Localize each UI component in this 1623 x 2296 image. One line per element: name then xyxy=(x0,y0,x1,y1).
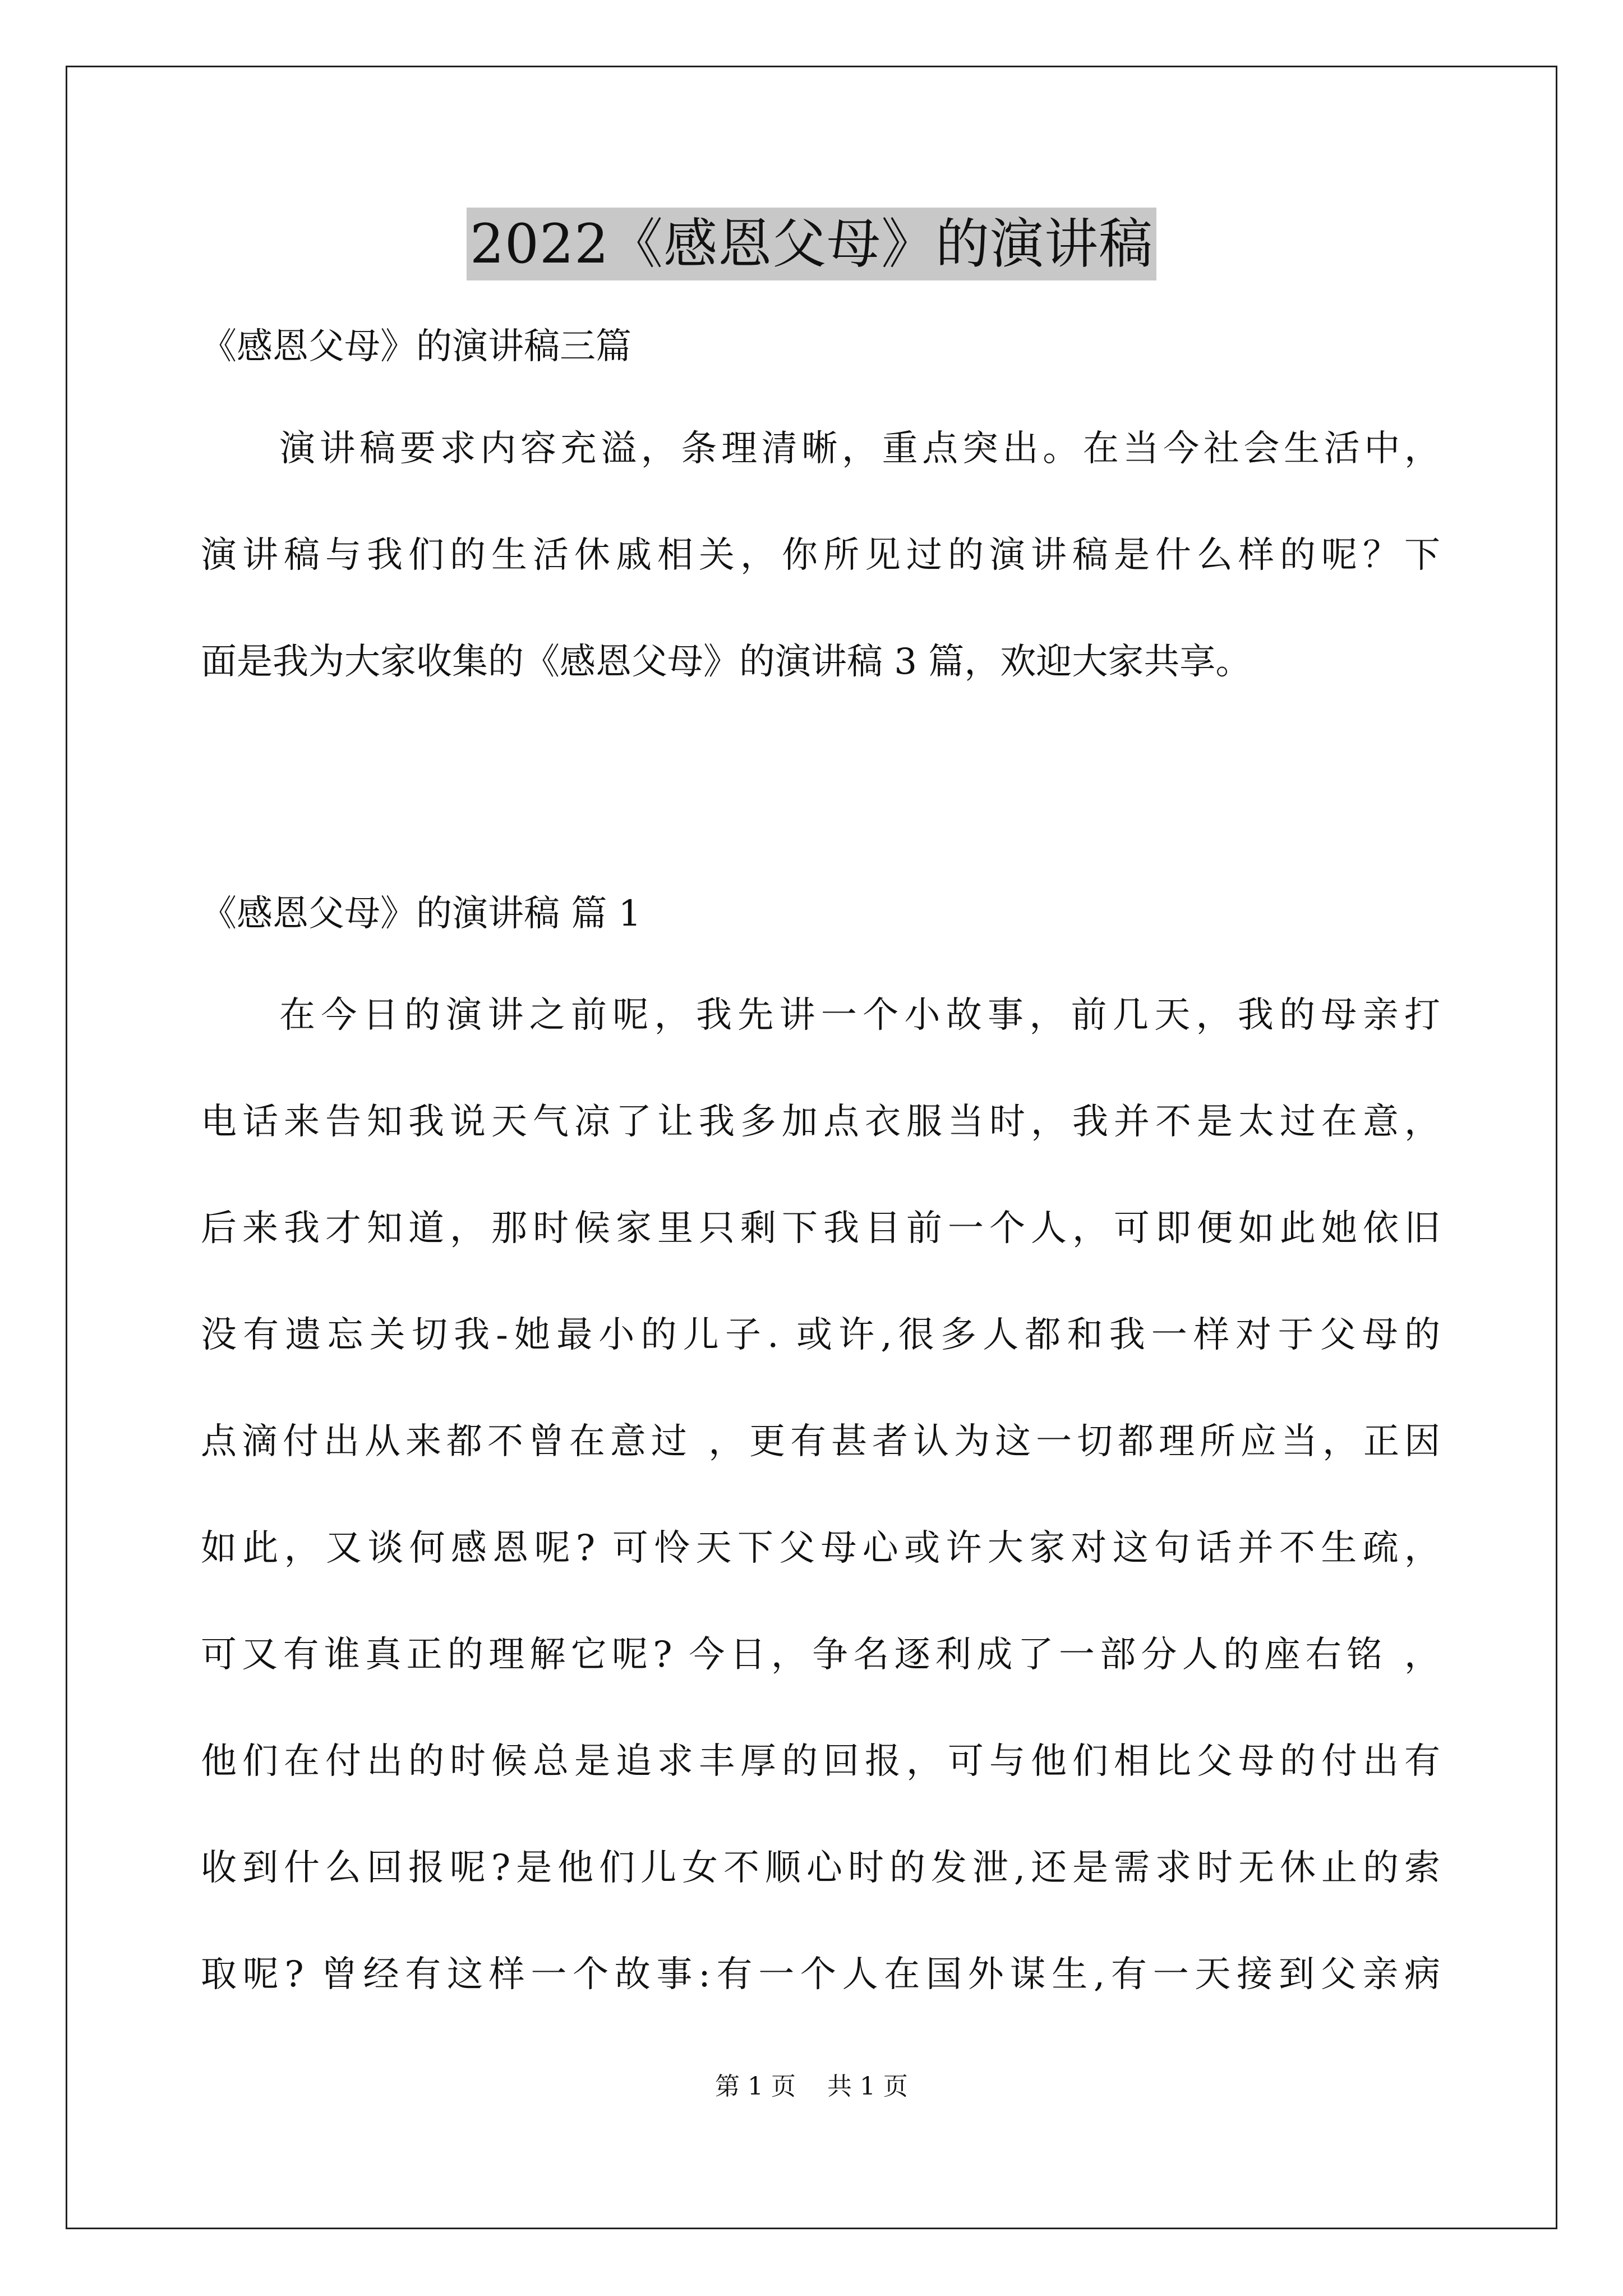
intro-paragraph xyxy=(201,395,1440,715)
body-line: 取呢? 曾经有这样一个故事:有一个人在国外谋生,有一天接到父亲病 xyxy=(201,1954,1440,1995)
document-subtitle: 《感恩父母》的演讲稿三篇 xyxy=(201,326,631,367)
body-line: 可又有谁真正的理解它呢? 今日，争名逐利成了一部分人的座右铭 ， xyxy=(201,1634,1440,1676)
intro-line: 演讲稿要求内容充溢，条理清晰，重点突出。在当今社会生活中， xyxy=(279,428,1440,470)
section-heading-block xyxy=(201,891,1440,936)
body-line: 他们在付出的时候总是追求丰厚的回报，可与他们相比父母的付出有 xyxy=(201,1741,1440,1782)
body-paragraph xyxy=(201,962,1440,2028)
body-line: 没有遗忘关切我-她最小的儿子. 或许,很多人都和我一样对于父母的 xyxy=(201,1314,1440,1356)
document-title: 2022《感恩父母》的演讲稿 xyxy=(467,208,1156,280)
body-line: 收到什么回报呢?是他们儿女不顺心时的发泄,还是需求时无休止的索 xyxy=(201,1847,1440,1889)
body-line: 在今日的演讲之前呢，我先讲一个小故事，前几天，我的母亲打 xyxy=(279,995,1440,1036)
title-container xyxy=(0,208,1623,280)
body-line: 点滴付出从来都不曾在意过 ，更有甚者认为这一切都理所应当，正因 xyxy=(201,1421,1440,1462)
subtitle-block xyxy=(201,324,1440,369)
body-line: 如此，又谈何感恩呢? 可怜天下父母心或许大家对这句话并不生疏， xyxy=(201,1527,1440,1569)
body-line: 电话来告知我说天气凉了让我多加点衣服当时，我并不是太过在意， xyxy=(201,1101,1440,1143)
intro-line: 演讲稿与我们的生活休戚相关，你所见过的演讲稿是什么样的呢？下 xyxy=(201,535,1440,576)
body-line: 后来我才知道，那时候家里只剩下我目前一个人，可即便如此她依旧 xyxy=(201,1208,1440,1249)
intro-line: 面是我为大家收集的《感恩父母》的演讲稿 3 篇，欢迎大家共享。 xyxy=(201,641,1252,683)
page-footer: 第 1 页 共 1 页 xyxy=(715,2072,908,2101)
section-heading: 《感恩父母》的演讲稿 篇 1 xyxy=(201,893,642,935)
